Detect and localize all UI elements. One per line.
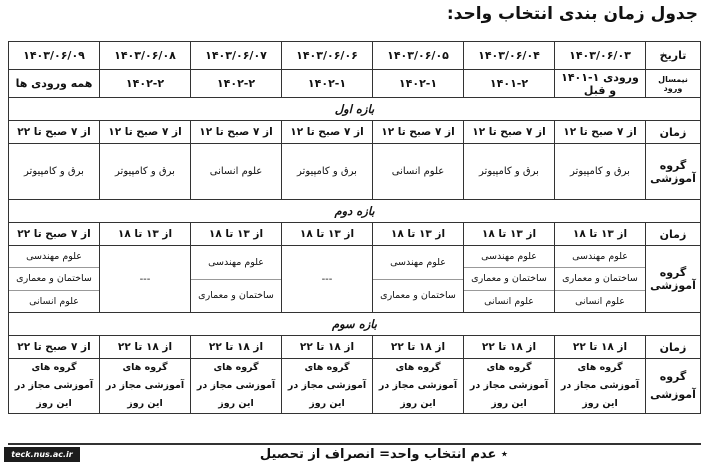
group-cell: گروه های آموزشی مجاز در این روز	[9, 359, 100, 414]
page-title: جدول زمان بندی انتخاب واحد:	[446, 4, 698, 24]
time-cell: از ۷ صبح تا ۲۲	[9, 336, 100, 359]
group-cell: گروه های آموزشی مجاز در این روز	[191, 359, 282, 414]
date-cell: ۱۴۰۳/۰۶/۰۷	[191, 42, 282, 70]
group-cell	[464, 246, 555, 313]
date-cell: ۱۴۰۳/۰۶/۰۳	[555, 42, 646, 70]
date-row	[9, 42, 701, 70]
time-cell: از ۷ صبح تا ۱۲	[464, 121, 555, 144]
time-cell: از ۱۸ تا ۲۲	[464, 336, 555, 359]
time-label: زمان	[646, 121, 701, 144]
entry-cell: ۱۴۰۲-۱	[373, 70, 464, 98]
group-cell: علوم انسانی	[191, 144, 282, 200]
group-cell: گروه های آموزشی مجاز در این روز	[373, 359, 464, 414]
time-cell: از ۷ صبح تا ۲۲	[9, 121, 100, 144]
group-cell: علوم انسانی	[373, 144, 464, 200]
group-cell	[555, 246, 646, 313]
time-cell: از ۷ صبح تا ۱۲	[282, 121, 373, 144]
time-cell: از ۱۳ تا ۱۸	[100, 223, 191, 246]
time-cell: از ۱۳ تا ۱۸	[555, 223, 646, 246]
period2-header	[9, 200, 701, 223]
group-cell: برق و کامپیوتر	[9, 144, 100, 200]
time-cell: از ۷ صبح تا ۱۲	[373, 121, 464, 144]
group-item: علوم انسانی	[575, 295, 625, 307]
time-cell: از ۱۸ تا ۲۲	[282, 336, 373, 359]
group-cell: برق و کامپیوتر	[555, 144, 646, 200]
group-label: گروه آموزشی	[646, 246, 701, 313]
time-label: زمان	[646, 336, 701, 359]
date-cell: ۱۴۰۳/۰۶/۰۸	[100, 42, 191, 70]
period2-group-row	[9, 246, 701, 313]
group-cell: گروه های آموزشی مجاز در این روز	[100, 359, 191, 414]
group-label: گروه آموزشی	[646, 359, 701, 414]
time-cell: از ۱۸ تا ۲۲	[191, 336, 282, 359]
group-cell: گروه های آموزشی مجاز در این روز	[282, 359, 373, 414]
group-cell-empty: ---	[100, 246, 191, 313]
period2-time-row	[9, 223, 701, 246]
group-cell: برق و کامپیوتر	[100, 144, 191, 200]
group-label: گروه آموزشی	[646, 144, 701, 200]
entry-cell: ۱۴۰۲-۲	[191, 70, 282, 98]
time-cell: از ۱۳ تا ۱۸	[373, 223, 464, 246]
group-cell	[191, 246, 282, 313]
period1-title: بازه اول	[9, 98, 701, 121]
time-cell: از ۱۳ تا ۱۸	[191, 223, 282, 246]
time-cell: از ۱۸ تا ۲۲	[373, 336, 464, 359]
group-item: علوم انسانی	[484, 295, 534, 307]
group-cell: گروه های آموزشی مجاز در این روز	[555, 359, 646, 414]
time-cell: از ۱۸ تا ۲۲	[555, 336, 646, 359]
group-item: علوم مهندسی	[373, 246, 463, 280]
time-cell: از ۱۳ تا ۱۸	[464, 223, 555, 246]
period1-time-row	[9, 121, 701, 144]
entry-cell: همه ورودی ها	[9, 70, 100, 98]
date-cell: ۱۴۰۳/۰۶/۰۹	[9, 42, 100, 70]
period1-group-row	[9, 144, 701, 200]
entry-cell: ورودی ۱-۱۴۰۱ و قبل	[555, 70, 646, 98]
group-item: علوم مهندسی	[191, 246, 281, 280]
date-cell: ۱۴۰۳/۰۶/۰۵	[373, 42, 464, 70]
time-label: زمان	[646, 223, 701, 246]
entry-label: نیمسال ورود	[646, 70, 701, 98]
group-item: علوم مهندسی	[464, 246, 554, 268]
period1-header	[9, 98, 701, 121]
period3-title: بازه سوم	[9, 313, 701, 336]
period3-header	[9, 313, 701, 336]
entry-cell: ۱۴۰۲-۱	[282, 70, 373, 98]
date-cell: ۱۴۰۳/۰۶/۰۶	[282, 42, 373, 70]
site-logo: teck.nus.ac.ir	[4, 447, 80, 462]
time-cell: از ۷ صبح تا ۱۲	[191, 121, 282, 144]
period3-group-row	[9, 359, 701, 414]
footer-divider	[8, 443, 701, 445]
time-cell: از ۷ صبح تا ۱۲	[555, 121, 646, 144]
schedule-table	[8, 41, 701, 414]
period3-time-row	[9, 336, 701, 359]
group-cell	[373, 246, 464, 313]
time-cell: از ۱۳ تا ۱۸	[282, 223, 373, 246]
group-cell: برق و کامپیوتر	[282, 144, 373, 200]
group-item: ساختمان و معماری	[464, 268, 554, 290]
date-cell: ۱۴۰۳/۰۶/۰۴	[464, 42, 555, 70]
group-item: ساختمان و معماری	[198, 290, 274, 302]
time-cell: از ۱۸ تا ۲۲	[100, 336, 191, 359]
group-cell: برق و کامپیوتر	[464, 144, 555, 200]
group-cell-empty: ---	[282, 246, 373, 313]
date-label: تاریخ	[646, 42, 701, 70]
time-cell: از ۷ صبح تا ۱۲	[100, 121, 191, 144]
period2-title: بازه دوم	[9, 200, 701, 223]
group-item: علوم انسانی	[29, 295, 79, 307]
group-item: ساختمان و معماری	[380, 290, 456, 302]
time-cell: از ۷ صبح تا ۲۲	[9, 223, 100, 246]
entry-cell: ۱۴۰۱-۲	[464, 70, 555, 98]
group-item: ساختمان و معماری	[555, 268, 645, 290]
footer-note: ٭ عدم انتخاب واحد= انصراف از تحصیل	[259, 447, 508, 462]
group-item: علوم مهندسی	[555, 246, 645, 268]
entry-row	[9, 70, 701, 98]
group-item: ساختمان و معماری	[9, 268, 99, 290]
group-cell: گروه های آموزشی مجاز در این روز	[464, 359, 555, 414]
entry-cell: ۱۴۰۲-۲	[100, 70, 191, 98]
group-item: علوم مهندسی	[9, 246, 99, 268]
group-cell	[9, 246, 100, 313]
